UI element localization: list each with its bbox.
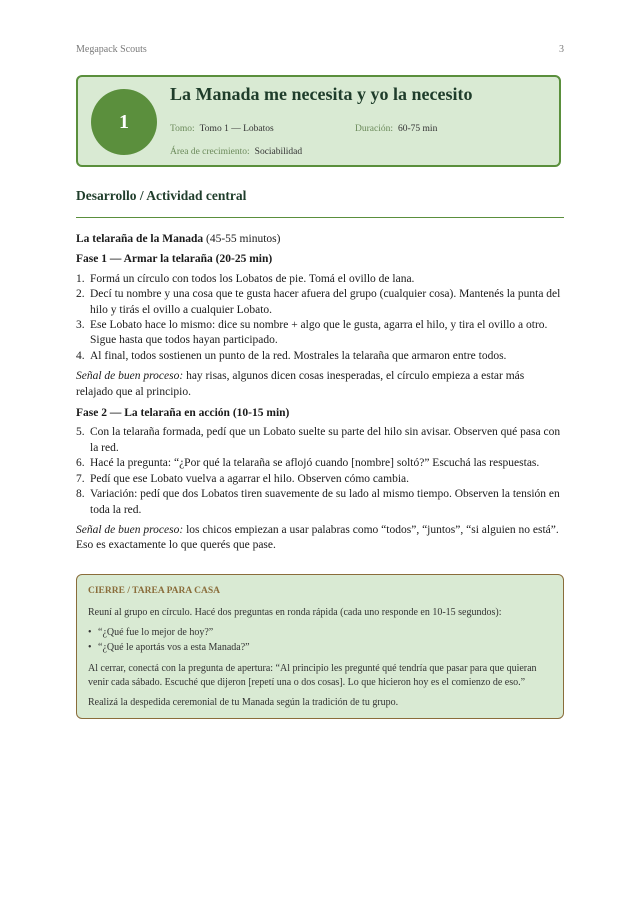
step-text: Ese Lobato hace lo mismo: dice su nombre + algo que le gusta, agarra el hilo, y tira el ovillo a otro. Sigue hasta que todos hayan participado. bbox=[90, 319, 548, 347]
step-item bbox=[76, 287, 564, 318]
activity-duration: (45-55 minutos) bbox=[206, 233, 281, 245]
running-head bbox=[76, 44, 564, 55]
area-value: Sociabilidad bbox=[254, 147, 303, 157]
page-number: 3 bbox=[559, 44, 564, 55]
tomo-meta bbox=[170, 124, 274, 134]
closing-card bbox=[76, 574, 564, 719]
running-head-title: Megapack Scouts bbox=[76, 44, 147, 55]
closing-paragraph: Al cerrar, conectá con la pregunta de apertura: “Al principio les pregunté qué tendría que pasar para que quieran venir cada sábado. Escuché que dijeron [repetí una o dos cosas]. Lo que hicieron hoy es el comienzo de eso.” bbox=[88, 662, 537, 689]
step-item bbox=[76, 272, 564, 287]
step-item bbox=[76, 456, 564, 471]
step-item bbox=[76, 349, 564, 364]
activity-header-card bbox=[76, 75, 561, 167]
phase-1-heading: Fase 1 — Armar la telaraña (20-25 min) bbox=[76, 253, 273, 266]
step-number: 4. bbox=[76, 349, 85, 362]
step-item bbox=[76, 472, 564, 487]
duracion-value: 60-75 min bbox=[398, 124, 438, 134]
step-item bbox=[76, 425, 564, 456]
step-text: Pedí que ese Lobato vuelva a agarrar el hilo. Observen cómo cambia. bbox=[90, 472, 410, 485]
section-title: Desarrollo / Actividad central bbox=[76, 188, 247, 203]
tomo-value: Tomo 1 — Lobatos bbox=[199, 124, 274, 134]
activity-content bbox=[76, 232, 564, 560]
closing-title: CIERRE / TAREA PARA CASA bbox=[88, 586, 220, 596]
step-text: Variación: pedí que dos Lobatos tiren suavemente de su lado al mismo tiempo. Observen la tensión en toda la red. bbox=[90, 488, 560, 516]
closing-intro: Reuní al grupo en círculo. Hacé dos preguntas en ronda rápida (cada uno responde en 10-15 segundos): bbox=[88, 607, 502, 619]
step-number: 2. bbox=[76, 288, 85, 301]
duracion-meta bbox=[355, 124, 437, 134]
step-number: 8. bbox=[76, 488, 85, 501]
phase-1-signal bbox=[76, 369, 564, 400]
step-text: Con la telaraña formada, pedí que un Lobato suelte su parte del hilo sin avisar. Observen qué pasa con la red. bbox=[90, 426, 561, 454]
step-number: 5. bbox=[76, 426, 85, 439]
bullet-icon: • bbox=[88, 627, 92, 639]
phase-1-steps bbox=[76, 272, 564, 364]
phase-2-heading: Fase 2 — La telaraña en acción (10-15 min) bbox=[76, 407, 290, 420]
closing-farewell: Realizá la despedida ceremonial de tu Manada según la tradición de tu grupo. bbox=[88, 697, 399, 709]
signal-label: Señal de buen proceso: bbox=[76, 523, 184, 536]
activity-title: La Manada me necesita y yo la necesito bbox=[170, 84, 473, 104]
bullet-icon: • bbox=[88, 641, 92, 653]
signal-text: hay risas, algunos dicen cosas inesperadas, el círculo empieza a estar más relajado que al principio. bbox=[76, 370, 525, 398]
step-text: Formá un círculo con todos los Lobatos de pie. Tomá el ovillo de lana. bbox=[90, 272, 415, 285]
area-label: Área de crecimiento: bbox=[170, 147, 250, 157]
duracion-label: Duración: bbox=[355, 124, 393, 134]
tomo-label: Tomo: bbox=[170, 124, 195, 134]
step-text: Al final, todos sostienen un punto de la red. Mostrales la telaraña que armaron entre todos. bbox=[90, 349, 507, 362]
step-number: 3. bbox=[76, 319, 85, 332]
activity-number-badge: 1 bbox=[91, 89, 157, 155]
question-item bbox=[88, 626, 552, 640]
signal-label: Señal de buen proceso: bbox=[76, 370, 184, 383]
step-number: 7. bbox=[76, 472, 85, 485]
step-item bbox=[76, 318, 564, 349]
step-number: 6. bbox=[76, 457, 85, 470]
step-text: Hacé la pregunta: “¿Por qué la telaraña se aflojó cuando [nombre] soltó?” Escuchá las respuestas. bbox=[90, 457, 540, 470]
step-item bbox=[76, 487, 564, 518]
activity-name: La telaraña de la Manada bbox=[76, 233, 204, 245]
question-item bbox=[88, 641, 552, 655]
step-number: 1. bbox=[76, 272, 85, 285]
question-text: “¿Qué le aportás vos a esta Manada?” bbox=[98, 641, 250, 653]
activity-intro bbox=[76, 232, 564, 247]
closing-questions bbox=[88, 626, 552, 654]
signal-text: los chicos empiezan a usar palabras como “todos”, “juntos”, “si alguien no está”. Eso es exactamente lo que querés que pase. bbox=[76, 523, 559, 552]
step-text: Decí tu nombre y una cosa que te gusta hacer afuera del grupo (cualquier cosa). Mantenés la punta del hilo y tirás el ovillo a cualquier Lobato. bbox=[90, 288, 561, 316]
phase-2-signal bbox=[76, 523, 564, 554]
area-meta bbox=[170, 147, 302, 157]
phase-2-steps bbox=[76, 425, 564, 517]
section-divider bbox=[76, 217, 564, 218]
question-text: “¿Qué fue lo mejor de hoy?” bbox=[98, 627, 214, 639]
